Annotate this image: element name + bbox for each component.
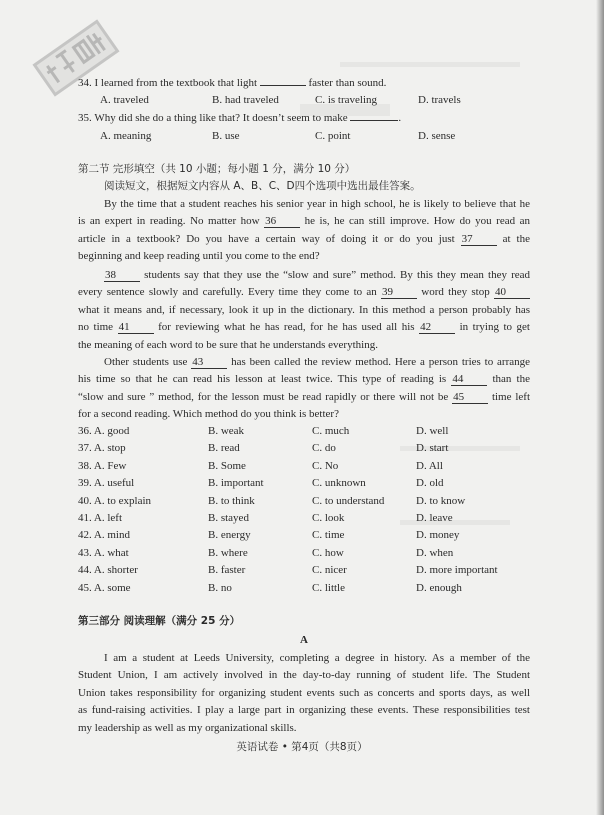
line-text: for a second reading. Which method do you think is better? (78, 408, 339, 421)
question-34-options (78, 92, 530, 109)
question-35 (78, 110, 530, 127)
option-row-41 (78, 510, 530, 527)
option-b: B. important (208, 477, 264, 490)
option-a (78, 562, 138, 579)
blank-38: 38 (104, 270, 140, 282)
blank-44: 44 (451, 374, 487, 386)
option-d: D. travels (418, 94, 461, 106)
option-b: B. weak (208, 425, 245, 437)
option-d: D. enough (416, 581, 462, 594)
passage-line (78, 337, 530, 354)
option-a (78, 580, 131, 597)
passage-line (78, 302, 530, 319)
cloze-paragraph-2 (78, 267, 530, 354)
option-a (78, 475, 134, 492)
option-a (78, 545, 129, 562)
option-d: D. start (416, 442, 449, 455)
passage-line (78, 354, 530, 371)
section-2-title: 第二节 完形填空（共 10 小题；每小题 1 分，满分 10 分） (78, 163, 356, 175)
passage-line (78, 406, 530, 423)
option-d: D. money (416, 529, 460, 542)
item-number: 40. (78, 494, 92, 507)
passage-line (78, 389, 530, 406)
item-number: 43. (78, 546, 92, 559)
passage-line (78, 231, 530, 248)
option-b: B. no (208, 581, 232, 594)
option-a (78, 423, 129, 440)
line-text: than the (487, 373, 530, 386)
item-number: 41. (78, 511, 92, 524)
option-c: C. do (312, 442, 336, 455)
option-c: C. look (312, 511, 345, 524)
option-c: C. to understand (312, 494, 385, 507)
line-text: his time so that he can read his lesson at least twice. This type of reading is (78, 373, 452, 386)
line-text: students say that they use the “slow and sure” method. By this they mean they read (140, 269, 530, 281)
blank-37: 37 (461, 234, 497, 246)
option-c: C. is traveling (315, 94, 378, 106)
reading-paragraph (78, 650, 530, 737)
option-a: A. traveled (100, 94, 149, 106)
option-d: D. when (416, 546, 454, 559)
line-text: By the time that a student reaches his senior year in high school, he is likely to believe that he (104, 198, 530, 210)
question-stem-end: faster than sound. (308, 77, 387, 89)
item-number: 42. (78, 529, 92, 542)
option-a-text: A. shorter (93, 564, 138, 577)
scan-edge (596, 0, 604, 815)
option-b: B. faster (208, 564, 246, 577)
option-row-37 (78, 440, 530, 457)
option-a-text: A. what (93, 546, 129, 559)
line-text: “slow and sure ” method, for the lesson must be read rapidly or there will not be (78, 390, 453, 403)
option-row-42 (78, 527, 530, 544)
option-row-39 (78, 475, 530, 492)
option-row-36 (78, 423, 530, 440)
blank-42: 42 (419, 322, 455, 334)
line-text: in trying to get (455, 321, 530, 334)
blank-39: 39 (381, 287, 417, 299)
option-c: C. time (312, 529, 345, 542)
blank-36: 36 (264, 216, 300, 228)
option-c: C. much (312, 425, 350, 437)
question-stem: I learned from the textbook that light (94, 77, 258, 89)
option-c: C. unknown (312, 477, 366, 490)
option-b: B. energy (208, 529, 251, 542)
option-b: B. to think (208, 494, 255, 507)
question-stem: Why did she do a thing like that? It doesn’t seem to make (94, 112, 348, 124)
option-a-text: A. left (93, 511, 123, 524)
passage-line: I am a student at Leeds University, completing a degree in history. As a member of the (104, 652, 530, 664)
option-a (78, 527, 130, 544)
passage-line: as fund-raising activities. I play a large part in organizing these events. These responsibilities test (78, 704, 530, 717)
option-b: B. where (208, 546, 248, 559)
option-c: C. point (315, 130, 351, 142)
option-a-text: A. good (93, 425, 130, 437)
line-text: every sentence slowly and carefully. Every time they come to an (78, 286, 382, 299)
option-d: D. more important (416, 564, 498, 577)
option-row-45 (78, 580, 530, 597)
option-a (78, 510, 122, 527)
item-number: 36. (78, 425, 92, 437)
option-a (78, 440, 126, 457)
cloze-paragraph-3 (78, 354, 530, 424)
option-d: D. old (416, 477, 444, 490)
line-text: word they stop (417, 286, 494, 299)
question-stem-end: . (398, 112, 402, 124)
option-a: A. meaning (100, 130, 152, 142)
section-2-instruction: 阅读短文，根据短文内容从 A、B、C、D四个选项中选出最佳答案。 (104, 180, 421, 192)
option-a (78, 493, 151, 510)
option-a-text: A. Few (93, 459, 127, 472)
question-number: 35. (78, 112, 92, 124)
cloze-options (78, 423, 530, 597)
option-d: D. to know (416, 494, 466, 507)
question-35-options (78, 128, 530, 145)
line-text: what it means and, if necessary, look it up in the dictionary. In this method a person probably has (78, 303, 530, 316)
blank-43: 43 (191, 357, 227, 369)
option-a-text: A. some (93, 581, 131, 594)
passage-line (78, 319, 530, 336)
option-a-text: A. mind (93, 529, 130, 542)
line-text: Other students use (104, 356, 192, 368)
option-c: C. No (312, 459, 339, 472)
line-text: time left (488, 390, 530, 403)
option-row-43 (78, 545, 530, 562)
question-34 (78, 75, 530, 92)
option-c: C. nicer (312, 564, 347, 577)
passage-line: my leadership as well as my organizational skills. (78, 721, 297, 734)
passage-line (78, 213, 530, 230)
option-row-38 (78, 458, 530, 475)
option-d: D. All (416, 459, 443, 472)
blank-45: 45 (452, 392, 488, 404)
passage-line (78, 267, 530, 284)
bleed-through-shadow (340, 62, 520, 67)
option-a (78, 458, 126, 475)
option-b: B. use (212, 130, 240, 142)
line-text: at the (496, 232, 530, 245)
passage-line (78, 196, 530, 213)
blank-41: 41 (118, 322, 154, 334)
line-text: article in a textbook? Do you have a certain way of doing it or do you just (78, 232, 461, 245)
option-b: B. read (208, 442, 240, 455)
passage-line (78, 371, 530, 388)
option-b: B. had traveled (212, 94, 279, 106)
option-d: D. leave (416, 511, 453, 524)
item-number: 39. (78, 477, 92, 490)
line-text: he is, he can still improve. How do you read an (300, 215, 530, 228)
line-text: beginning and keep reading until you come to the end? (78, 250, 320, 263)
blank-40: 40 (494, 287, 530, 299)
option-row-40 (78, 493, 530, 510)
passage-line (78, 248, 530, 265)
question-number: 34. (78, 77, 92, 89)
option-a-text: A. stop (93, 442, 126, 455)
option-row-44 (78, 562, 530, 579)
line-text: is an expert in reading. No matter how (78, 215, 265, 228)
answer-blank (260, 76, 306, 86)
item-number: 44. (78, 564, 92, 577)
item-number: 37. (78, 442, 92, 455)
line-text: the meaning of each word to be sure that he understands everything. (78, 338, 378, 351)
option-b: B. stayed (208, 511, 249, 524)
passage-label: A (300, 634, 308, 646)
passage-line: Student Union, I am actively involved in the day-to-day running of student life. The Student (78, 669, 530, 682)
item-number: 45. (78, 581, 92, 594)
line-text: no time (78, 321, 118, 334)
option-c: C. how (312, 546, 344, 559)
item-number: 38. (78, 459, 92, 472)
option-c: C. little (312, 581, 345, 594)
option-d: D. sense (418, 130, 456, 142)
section-3-title: 第三部分 阅读理解（满分 25 分） (78, 615, 241, 627)
option-a-text: A. useful (93, 477, 135, 490)
line-text: for reviewing what he has read, for he has used all his (153, 321, 420, 334)
line-text: has been called the review method. Here a person tries to arrange (227, 356, 530, 368)
passage-line (78, 284, 530, 301)
answer-blank (350, 111, 398, 121)
option-d: D. well (416, 425, 449, 437)
option-b: B. Some (208, 459, 246, 472)
option-a-text: A. to explain (93, 494, 152, 507)
passage-line: Union takes responsibility for organizing student events such as concerts and sports days, as well (78, 686, 530, 699)
page-footer: 英语试卷 • 第4页（共8页） (236, 741, 368, 753)
cloze-paragraph-1 (78, 196, 530, 266)
